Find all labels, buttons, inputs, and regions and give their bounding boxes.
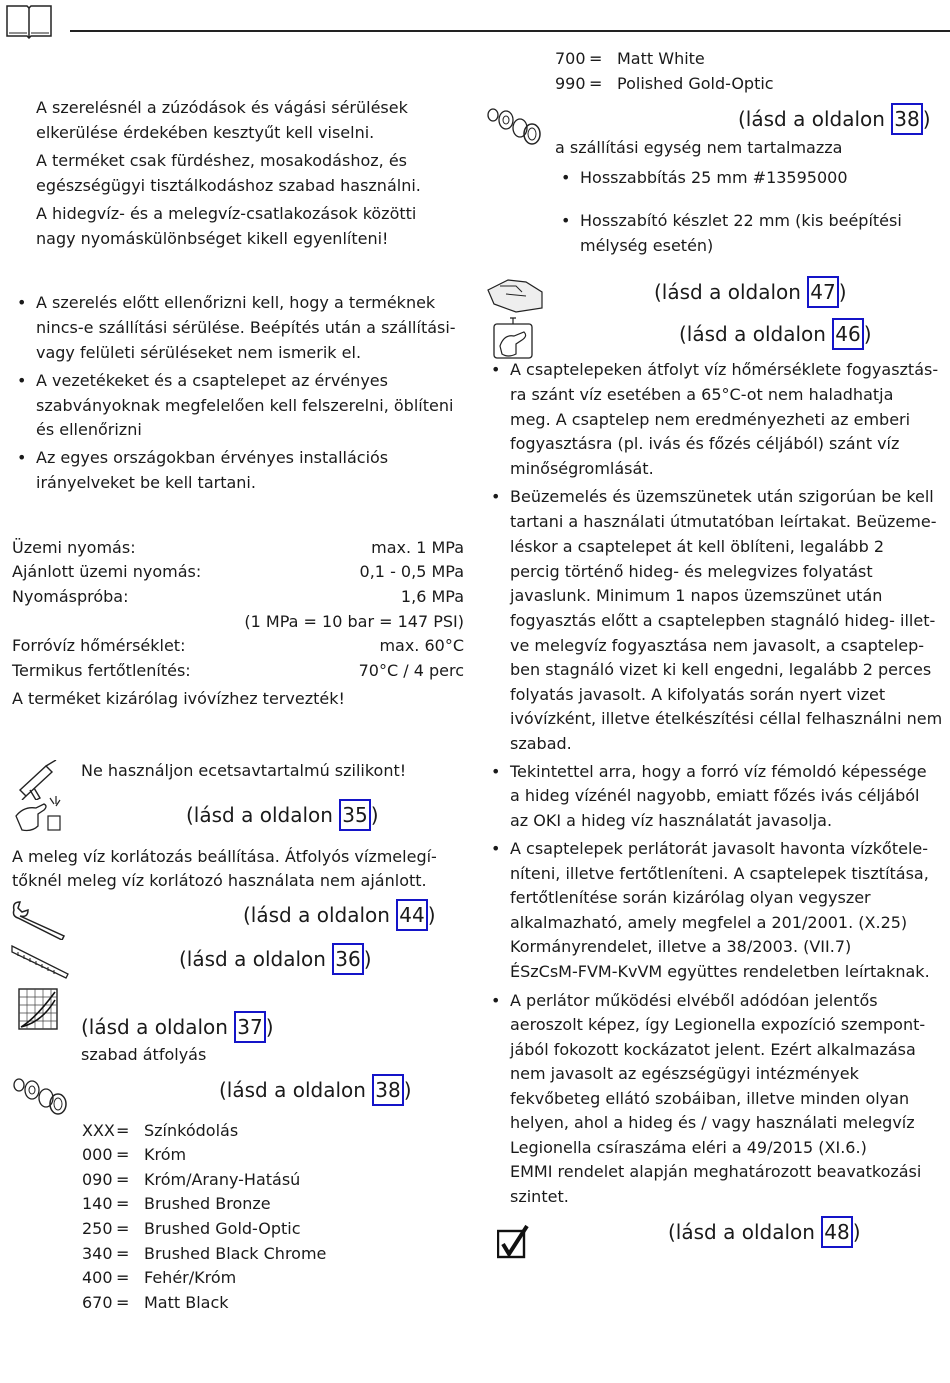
bullet-line: szabványoknak megfelelően kell felszerelni, öblíteni — [36, 396, 454, 415]
accessory-item: mélység esetén) — [580, 236, 714, 255]
color-code-row: 990 = Polished Gold-Optic — [555, 74, 774, 93]
see-page-44: (lásd a oldalon 44 ) — [243, 898, 436, 932]
bullet-line: vagy felületi sérüléseket nem ismerik el. — [36, 343, 362, 362]
bullet-line: • Az egyes országokban érvényes installációs — [36, 446, 388, 470]
see-page-36: (lásd a oldalon 36 ) — [179, 942, 372, 976]
bullet-line: meg. A csaptelep nem eredményezheti az emberi — [510, 410, 911, 429]
bullet-line: • A csaptelepeken átfolyt víz hőmérséklete fogyasztás- — [510, 358, 938, 382]
bullet-line: ÉSzCsM-FVM-KvVM együttes rendeletben leírtaknak. — [510, 962, 930, 981]
bullet-line: fertőtlenítése során kizárólag olyan vegyszer — [510, 888, 871, 907]
spec-label: Ajánlott üzemi nyomás: — [12, 562, 202, 581]
bullet-line: alkalmazható, amely megfelel a 201/2001. (X.25) — [510, 913, 908, 932]
see-page-47: (lásd a oldalon 47 ) — [654, 275, 847, 309]
accessory-item: • Hosszabbítás 25 mm #13595000 — [580, 166, 848, 190]
safety-line: A terméket csak fürdéshez, mosakodáshoz, és — [36, 151, 407, 170]
checkbox-checked-icon — [497, 1224, 531, 1260]
color-code-row: 090 = Króm/Arany-Hatású — [82, 1170, 301, 1189]
bullet-line: és ellenőrizni — [36, 420, 142, 439]
bullet-line: nem javasolt az egészségügyi intézmények — [510, 1064, 859, 1083]
see-page-38-left: (lásd a oldalon 38 ) — [219, 1073, 412, 1107]
bullet-line: folyatás javasolt. A kifolyatás során nyert vizet — [510, 685, 886, 704]
bullet-line: fogyasztásra (pl. ivás és főzés céljából) szánt víz — [510, 434, 900, 453]
bullet-line: • A vezetékeket és a csaptelepet az érvényes — [36, 369, 388, 393]
flow-diagram-icon — [18, 988, 58, 1030]
spec-row — [12, 585, 464, 609]
spec-value: max. 1 MPa — [371, 538, 464, 557]
spec-value: 1,6 MPa — [400, 587, 464, 606]
bullet-line: aeroszolt képez, így Legionella expozíció szempont- — [510, 1015, 926, 1034]
bullet-line: javaslunk. Minimum 1 napos üzemszünet után — [510, 586, 883, 605]
safety-line: A hidegvíz- és a melegvíz-csatlakozások közötti — [36, 204, 417, 223]
book-icon — [6, 3, 52, 39]
safety-line: egészségügyi tisztálkodáshoz szabad használni. — [36, 176, 421, 195]
bullet-line: níteni, illetve fertőtleníteni. A csaptelepek tisztítása, — [510, 864, 929, 883]
color-code-row: 400 = Fehér/Króm — [82, 1268, 237, 1287]
hot-water-line: tőknél meleg víz korlátozó használata nem ajánlott. — [12, 871, 427, 890]
bullet-line: irányelveket be kell tartani. — [36, 473, 256, 492]
bullet-line: • Beüzemelés és üzemszünetek után szigorúan be kell — [510, 485, 934, 509]
page-link-36[interactable]: 36 — [332, 943, 363, 975]
wrench-icon — [10, 900, 70, 940]
color-code-row: 250 = Brushed Gold-Optic — [82, 1219, 301, 1238]
see-page-38-right: (lásd a oldalon 38 ) — [738, 102, 931, 136]
bullet-line: • A szerelés előtt ellenőrizni kell, hogy a terméknek — [36, 291, 435, 315]
spec-label: Üzemi nyomás: — [12, 538, 136, 557]
spec-row — [12, 610, 464, 634]
color-code-row: 340 = Brushed Black Chrome — [82, 1244, 327, 1263]
bullet-line: EMMI rendelet alapján meghatározott beavatkozási — [510, 1162, 922, 1181]
color-code-row: 140 = Brushed Bronze — [82, 1194, 271, 1213]
bullet-line: Kormányrendelet, illetve a 38/2003. (VII.7) — [510, 937, 852, 956]
bullet-line: ve melegvíz fogyasztása nem javasolt, a csaptelep- — [510, 636, 925, 655]
parts-icon — [12, 1076, 70, 1116]
bullet-line: • Tekintettel arra, hogy a forró víz fémoldó képessége — [510, 760, 927, 784]
bullet-line: • A perlátor működési elvéből adódóan jelentős — [510, 989, 878, 1013]
bullet-line: a hideg vízénél nagyobb, emiatt főzés ivás céljából — [510, 786, 920, 805]
color-code-row: XXX= Színkódolás — [82, 1121, 239, 1140]
cleaning-hand-icon — [14, 796, 64, 836]
cleaning-tap-icon — [490, 316, 536, 360]
bullet-line: jából fokozott kockázatot jelent. Ezért alkalmazása — [510, 1040, 916, 1059]
bullet-line: percig történő hideg- és melegvizes folyatást — [510, 562, 873, 581]
safety-line: A szerelésnél a zúzódások és vágási sérülések — [36, 98, 408, 117]
see-page-48: (lásd a oldalon 48 ) — [668, 1215, 861, 1249]
spec-row — [12, 536, 464, 560]
page-link-38[interactable]: 38 — [372, 1074, 403, 1106]
spec-value: 70°C / 4 perc — [358, 661, 464, 680]
spec-label: Forróvíz hőmérséklet: — [12, 636, 186, 655]
bullet-line: fekvőbeteg ellátó szobáiban, illetve minden olyan — [510, 1089, 910, 1108]
bullet-line: fogyasztás előtt a csaptelepben stagnáló hideg- illet- — [510, 611, 936, 630]
silicone-warning: Ne használjon ecetsavtartalmú szilikont! — [81, 761, 407, 780]
bullet-line: minőségromlását. — [510, 459, 654, 478]
bullet-line: nincs-e szállítási sérülése. Beépítés után a szállítási- — [36, 318, 456, 337]
bullet-line: tartani a használati útmutatóban leírtakat. Beüzeme- — [510, 512, 937, 531]
see-page-37: (lásd a oldalon 37 ) — [81, 1010, 274, 1044]
hot-water-line: A meleg víz korlátozás beállítása. Átfolyós vízmelegí- — [12, 847, 437, 866]
page-link-37[interactable]: 37 — [234, 1011, 265, 1043]
page-link-38[interactable]: 38 — [891, 103, 922, 135]
page-link-47[interactable]: 47 — [807, 276, 838, 308]
accessory-item: • Hosszabító készlet 22 mm (kis beépítési — [580, 209, 902, 233]
spec-value: max. 60°C — [379, 636, 464, 655]
bullet-line: ben stagnáló vizet ki kell engedni, legalább 2 perces — [510, 660, 932, 679]
spec-value: (1 MPa = 10 bar = 147 PSI) — [244, 612, 464, 631]
see-page-35: (lásd a oldalon 35 ) — [186, 798, 379, 832]
bullet-line: helyen, ahol a hideg és / vagy használati melegvíz — [510, 1113, 915, 1132]
color-code-row: 700 = Matt White — [555, 49, 705, 68]
not-included-label: a szállítási egység nem tartalmazza — [555, 138, 843, 157]
spec-row — [12, 659, 464, 683]
page-link-44[interactable]: 44 — [396, 899, 427, 931]
page-link-46[interactable]: 46 — [832, 318, 863, 350]
spec-row — [12, 560, 464, 584]
page-link-48[interactable]: 48 — [821, 1216, 852, 1248]
spec-value: 0,1 - 0,5 MPa — [359, 562, 464, 581]
see-page-46: (lásd a oldalon 46 ) — [679, 317, 872, 351]
spec-label: Termikus fertőtlenítés: — [12, 661, 191, 680]
color-code-row: 670 = Matt Black — [82, 1293, 229, 1312]
bullet-line: szintet. — [510, 1187, 569, 1206]
page-link-35[interactable]: 35 — [339, 799, 370, 831]
ruler-icon — [10, 944, 70, 982]
spec-row — [12, 634, 464, 658]
bullet-line: ivóvízként, illetve ételkészítési céllal felhasználni nem — [510, 709, 943, 728]
free-flow-label: szabad átfolyás — [81, 1045, 207, 1064]
bullet-line: • A csaptelepek perlátorát javasolt havonta vízkőtele- — [510, 837, 928, 861]
bullet-line: léskor a csaptelepet át kell öblíteni, legalább 2 — [510, 537, 884, 556]
bullet-line: az OKI a hideg víz használatát javasolja. — [510, 811, 833, 830]
bullet-line: Legionella csíraszáma eléri a 49/2015 (XI.6.) — [510, 1138, 867, 1157]
spec-label: Nyomáspróba: — [12, 587, 129, 606]
color-code-row: 000 = Króm — [82, 1145, 187, 1164]
silicone-gun-icon — [16, 760, 60, 800]
header-rule — [70, 30, 950, 32]
bullet-line: szabad. — [510, 734, 572, 753]
bullet-line: ra szánt víz esetében a 65°C-ot nem haladhatja — [510, 385, 894, 404]
drinking-water-note: A terméket kizárólag ivóvízhez tervezték! — [12, 689, 345, 708]
glove-hand-icon — [486, 276, 544, 314]
safety-line: elkerülése érdekében kesztyűt kell viselni. — [36, 123, 375, 142]
safety-line: nagy nyomáskülönbséget kikell egyenlíteni! — [36, 229, 389, 248]
parts-icon — [486, 106, 544, 146]
